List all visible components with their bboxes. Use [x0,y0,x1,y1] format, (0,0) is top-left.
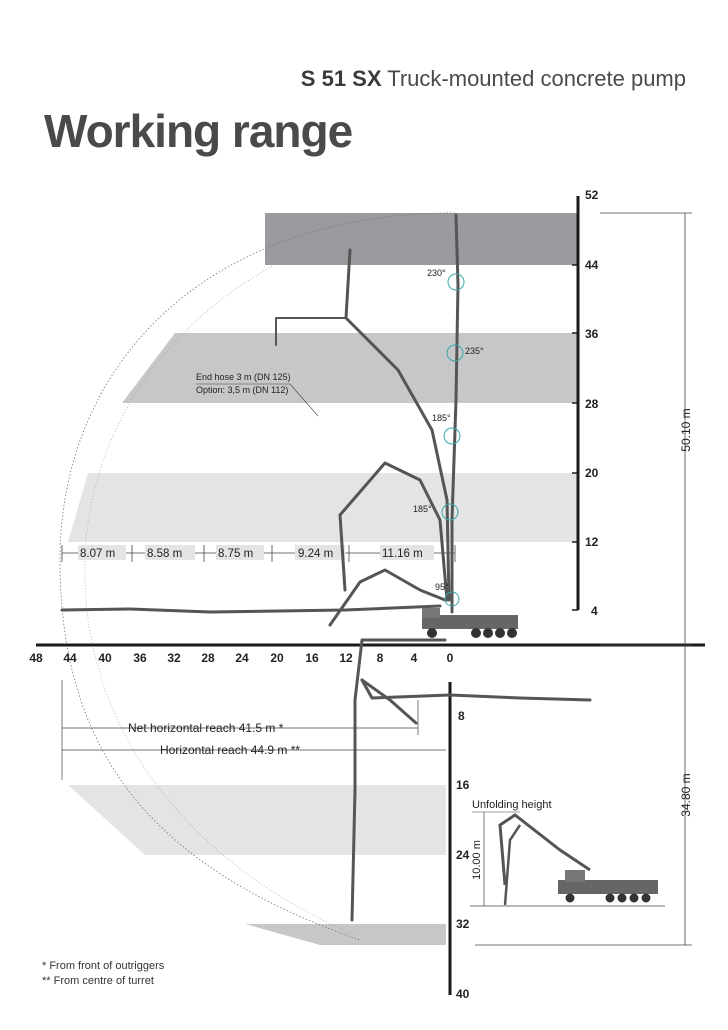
tick-label: 32 [456,917,470,931]
tick-label: 0 [446,651,454,665]
angle-label: 95° [435,582,449,592]
tick-label: 52 [585,188,599,202]
tick-label: 44 [585,258,599,272]
product-type: Truck-mounted concrete pump [387,66,686,91]
page-title: Working range [44,105,353,157]
section-length-4: 9.24 m [298,548,334,560]
net-reach-label: Net horizontal reach 41.5 m * [128,721,284,735]
tick-label: 20 [585,466,599,480]
section-length-3: 8.75 m [218,548,254,560]
section-length-row [62,545,455,562]
tick-label: 28 [201,651,215,665]
tick-label: 12 [339,651,353,665]
band-28-36 [122,333,578,403]
tick-label: 36 [585,327,599,341]
angle-label: 185° [413,504,432,514]
max-height-label: 50.10 m [679,408,693,452]
angle-label: 235° [465,346,484,356]
band-44-52 [265,213,578,265]
horizontal-axis-labels [29,651,453,665]
tick-label: 36 [133,651,147,665]
horizontal-reach-label: Horizontal reach 44.9 m ** [160,743,301,757]
tick-label: 40 [456,987,470,1001]
footnote-2: ** From centre of turret [42,975,154,987]
tick-label: 8 [376,651,384,665]
tick-label: 32 [167,651,181,665]
tick-label: 8 [458,709,465,723]
tick-label: 48 [29,651,43,665]
section-length-2: 8.58 m [147,548,183,560]
tick-label: 24 [456,848,470,862]
boom-lower-right [362,680,590,700]
angle-label: 230° [427,268,446,278]
end-hose-line1: End hose 3 m (DN 125) [196,372,291,382]
tick-label: 40 [98,651,112,665]
section-length-5: 11.16 m [382,548,423,560]
band-12-20 [68,473,578,542]
tick-label: 20 [270,651,284,665]
depth-bands-lower [68,785,446,945]
tick-label: 44 [63,651,77,665]
height-bands-upper [68,213,578,542]
height-dimension [475,213,692,945]
tick-label: 12 [585,535,599,549]
tick-label: 16 [456,778,470,792]
footnote-1: * From front of outriggers [42,960,165,972]
tick-label: 4 [591,604,598,618]
unfolding-label: Unfolding height [472,799,552,811]
truck-main [422,608,518,638]
band-16-24 [68,785,446,855]
tick-label: 24 [235,651,249,665]
section-length-1: 8.07 m [80,548,116,560]
unfolding-inset [470,799,665,906]
lower-axis-labels [456,709,470,1001]
tick-label: 28 [585,397,599,411]
model-name: S 51 SX [300,66,382,91]
tick-label: 4 [410,651,418,665]
angle-label: 185° [432,413,451,423]
boom-horizontal [62,606,440,612]
boom-lower-bend [362,680,416,723]
tick-label: 16 [305,651,319,665]
upper-axis-labels [585,188,599,618]
max-depth-label: 34.80 m [679,773,693,817]
unfolding-value: 10.00 m [471,840,483,880]
end-hose-line2: Option: 3,5 m (DN 112) [196,385,289,395]
